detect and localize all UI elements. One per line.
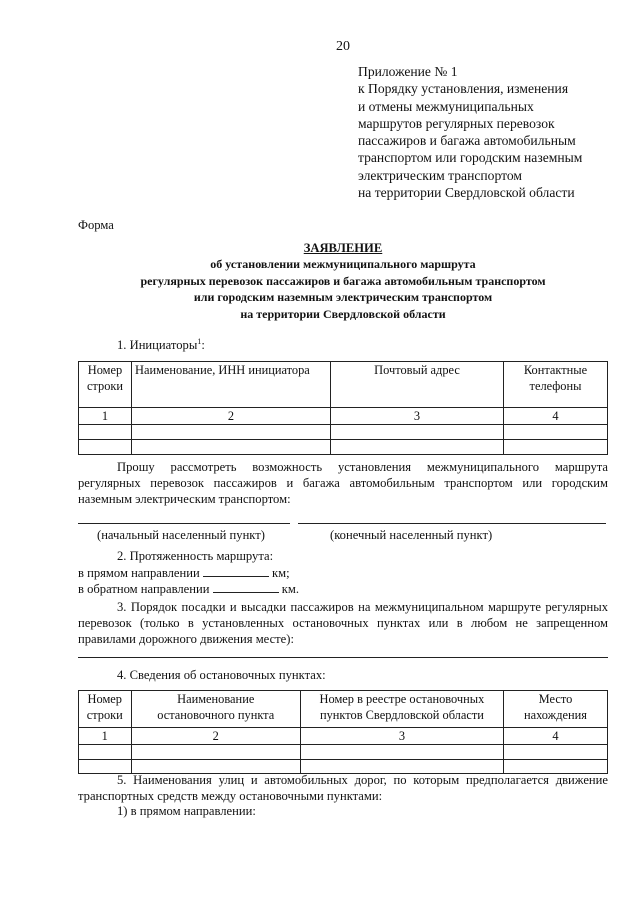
table-row (79, 728, 608, 745)
table-cell[interactable] (79, 745, 132, 760)
unit-label: км; (272, 566, 290, 580)
boarding-order-field[interactable] (78, 657, 608, 658)
section4-label: 4. Сведения об остановочных пунктах: (117, 668, 326, 682)
footnote-mark: 1 (197, 337, 202, 346)
section1-colon: : (201, 338, 205, 353)
table-cell[interactable] (300, 745, 503, 760)
table-row (79, 408, 608, 425)
backward-length-row (78, 581, 299, 597)
table-cell[interactable] (79, 425, 132, 440)
table-cell: 2 (132, 408, 331, 425)
appendix-line: электрическим транспортом (358, 167, 522, 183)
title-line: или городским наземным электрическим транспортом (193, 290, 493, 305)
table-cell[interactable] (331, 425, 504, 440)
table-cell: 3 (300, 728, 503, 745)
table-header-row (79, 691, 608, 728)
appendix-line: и отмены межмуниципальных (358, 98, 534, 114)
table-cell: 1 (79, 408, 132, 425)
header-cell: Наименование, ИНН инициатора (132, 362, 331, 408)
start-point-field[interactable] (78, 523, 290, 524)
unit-label: км. (281, 582, 300, 596)
section3-paragraph: 3. Порядок посадки и высадки пассажиров на межмуниципальном маршруте регулярных перевозок (только в установленных остановочных пунктах или в любом не запрещенном правилами дорожного движения месте): (78, 600, 608, 646)
document-title (60, 240, 626, 322)
title-line: на территории Свердловской области (240, 306, 446, 321)
table-cell: 2 (131, 728, 300, 745)
stops-table (78, 690, 608, 774)
section5-paragraph: 5. Наименования улиц и автомобильных дорог, по которым предполагается движение транспортных средств между остановочными пунктами: (78, 773, 608, 803)
table-cell: 4 (504, 408, 608, 425)
appendix-line: маршрутов регулярных перевозок (358, 115, 555, 131)
section1-text: 1. Инициаторы (117, 338, 198, 353)
title-main: ЗАЯВЛЕНИЕ (303, 241, 383, 255)
table-cell[interactable] (504, 440, 608, 455)
appendix-heading (358, 63, 582, 201)
header-cell: Наименование остановочного пункта (131, 691, 300, 728)
appendix-line: на территории Свердловской области (358, 185, 575, 201)
appendix-line: транспортом или городским наземным (358, 150, 583, 166)
appendix-line: Приложение № 1 (358, 64, 458, 79)
backward-length-field[interactable] (213, 581, 279, 593)
page-number: 20 (336, 39, 350, 54)
table-row[interactable] (79, 745, 608, 760)
table-cell[interactable] (132, 440, 331, 455)
initiators-table (78, 361, 608, 455)
table-cell[interactable] (503, 745, 607, 760)
backward-label: в обратном направлении (78, 582, 210, 596)
forward-length-field[interactable] (203, 565, 269, 577)
header-cell: Номер в реестре остановочных пунктов Свердловской области (300, 691, 503, 728)
start-point-label: (начальный населенный пункт) (97, 528, 265, 542)
header-cell: Номер строки (79, 362, 132, 408)
header-cell: Контактные телефоны (504, 362, 608, 408)
header-cell: Почтовый адрес (331, 362, 504, 408)
form-label: Форма (78, 218, 114, 232)
section1-label (117, 337, 205, 353)
section5-item1: 1) в прямом направлении: (117, 804, 256, 818)
table-cell: 3 (331, 408, 504, 425)
table-cell[interactable] (331, 440, 504, 455)
forward-label: в прямом направлении (78, 566, 200, 580)
table-cell[interactable] (79, 440, 132, 455)
table-cell: 4 (503, 728, 607, 745)
appendix-line: пассажиров и багажа автомобильным (358, 133, 576, 149)
title-line: об установлении межмуниципального маршрута (210, 257, 476, 272)
section2-label: 2. Протяженность маршрута: (117, 549, 274, 563)
end-point-field[interactable] (298, 523, 606, 524)
header-cell: Номер строки (79, 691, 132, 728)
request-paragraph: Прошу рассмотреть возможность установления межмуниципального маршрута регулярных перевозок пассажиров и багажа автомобильным транспортом или городским наземным электрическим транспортом: (78, 460, 608, 506)
table-cell[interactable] (132, 425, 331, 440)
forward-length-row (78, 565, 290, 581)
title-line: регулярных перевозок пассажиров и багажа автомобильным транспортом (140, 273, 546, 288)
table-row[interactable] (79, 425, 608, 440)
appendix-line: к Порядку установления, изменения (358, 81, 569, 97)
end-point-label: (конечный населенный пункт) (330, 528, 493, 542)
table-row[interactable] (79, 440, 608, 455)
table-cell[interactable] (131, 745, 300, 760)
header-cell: Место нахождения (503, 691, 607, 728)
table-cell: 1 (79, 728, 132, 745)
table-cell[interactable] (504, 425, 608, 440)
table-header-row (79, 362, 608, 408)
